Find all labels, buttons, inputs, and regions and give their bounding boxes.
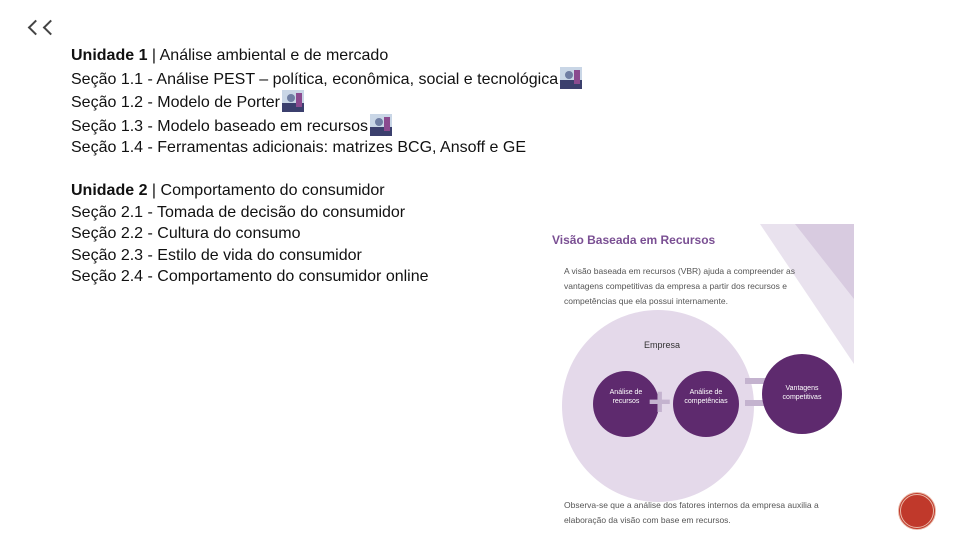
seal-icon bbox=[898, 492, 936, 530]
thumbnail-image-icon[interactable] bbox=[282, 90, 304, 112]
unit1-section-2: Seção 1.2 - Modelo de Porter bbox=[71, 90, 582, 114]
circle2-label: Análise de competências bbox=[684, 389, 728, 405]
slide-logo-icon bbox=[30, 22, 56, 33]
figure-title: Visão Baseada em Recursos bbox=[552, 233, 716, 247]
resource-based-view-figure bbox=[540, 224, 854, 540]
course-outline bbox=[71, 45, 582, 288]
unit2-heading: Unidade 2 | Comportamento do consumidor bbox=[71, 182, 385, 199]
unit1-section-3: Seção 1.3 - Modelo baseado em recursos bbox=[71, 114, 582, 138]
thumbnail-image-icon[interactable] bbox=[560, 67, 582, 89]
thumbnail-image-icon[interactable] bbox=[370, 114, 392, 136]
unit1-section-1: Seção 1.1 - Análise PEST – política, econômica, social e tecnológica bbox=[71, 67, 582, 91]
unit2-section-3: Seção 2.3 - Estilo de vida do consumidor bbox=[71, 246, 362, 264]
figure-note: Observa-se que a análise dos fatores internos da empresa auxilia a elaboração da visão com base em recursos. bbox=[564, 500, 819, 525]
result-label: Vantagens competitivas bbox=[782, 385, 822, 401]
unit2-section-4: Seção 2.4 - Comportamento do consumidor online bbox=[71, 268, 429, 285]
unit2-section-2: Seção 2.2 - Cultura do consumo bbox=[71, 225, 301, 242]
unit1-section-4: Seção 1.4 - Ferramentas adicionais: matrizes BCG, Ansoff e GE bbox=[71, 139, 527, 156]
outer-label: Empresa bbox=[644, 340, 681, 350]
unit2-section-1: Seção 2.1 - Tomada de decisão do consumidor bbox=[71, 203, 406, 221]
unit1-heading: Unidade 1 | Análise ambiental e de mercado bbox=[71, 47, 389, 64]
circle1-label: Análise de recursos bbox=[609, 389, 643, 405]
plus-sign: + bbox=[648, 380, 672, 424]
figure-description: A visão baseada em recursos (VBR) ajuda a compreender as vantagens competitivas da empresa a partir dos recursos e competências que ela possui internamente. bbox=[564, 266, 796, 306]
